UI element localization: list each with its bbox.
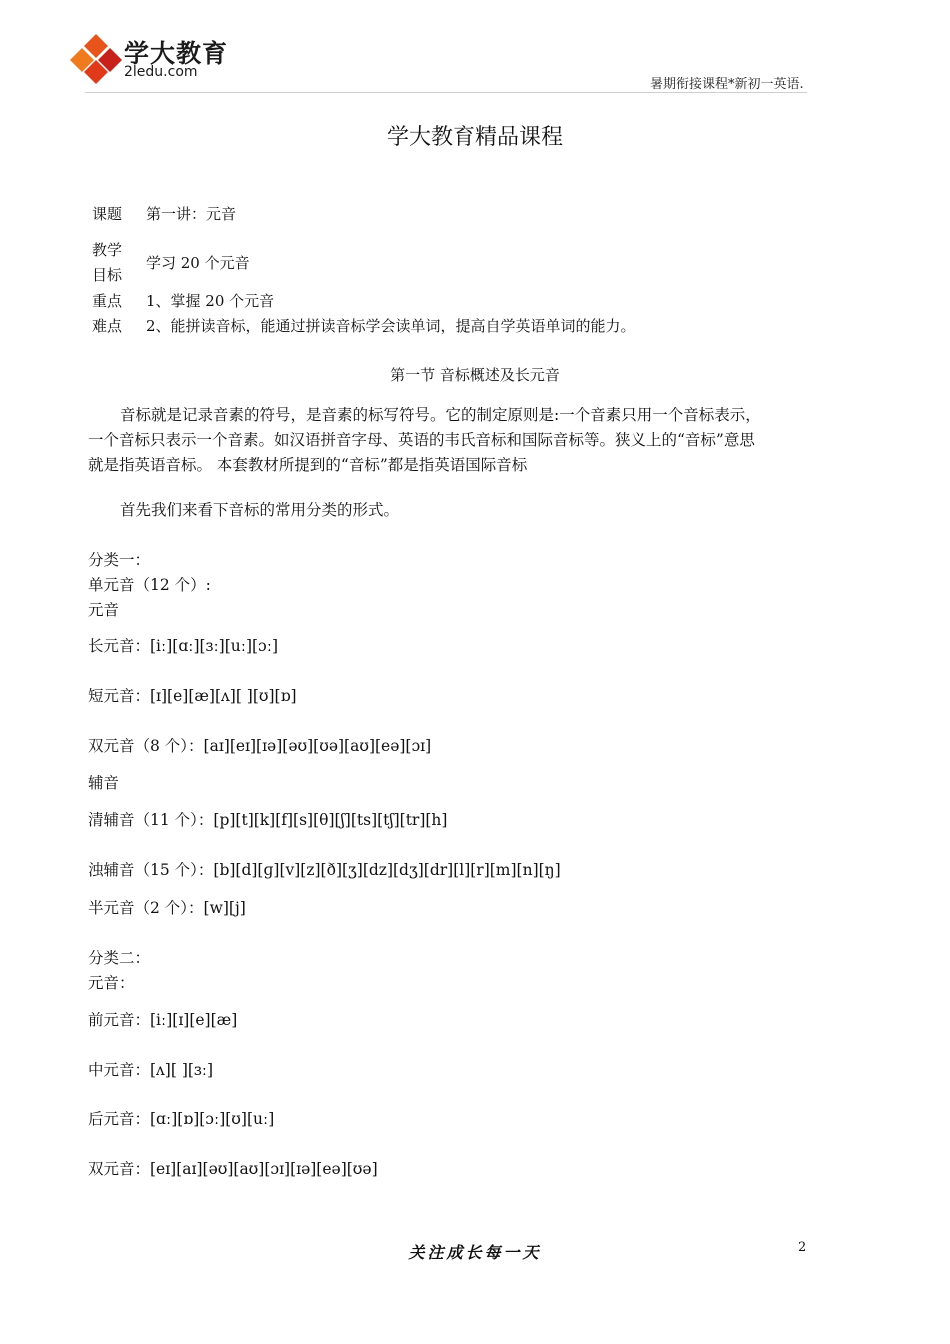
class1-mono-heading: 单元音（12 个）: (88, 576, 211, 594)
paragraph-line-1: 音标就是记录音素的符号，是音素的标写符号。它的制定原则是:一个音素只用一个音标表示， (120, 406, 761, 424)
section-title: 第一节 音标概述及长元音 (390, 366, 560, 384)
difficulty-value: 2、能拼读音标，能通过拼读音标学会读单词，提高自学英语单词的能力。 (146, 317, 636, 335)
class1-heading: 分类一： (88, 551, 151, 569)
key-value: 1、掌握 20 个元音 (146, 292, 275, 310)
page-title: 学大教育精品课程 (386, 125, 563, 150)
goal-label-line1: 教学 (92, 241, 123, 259)
diphthongs-line: 双元音（8 个）：[aɪ][eɪ][ɪə][əʊ][ʊə][aʊ][eə][ɔɪ] (88, 737, 432, 755)
logo-chinese-text: 学大教育 (124, 39, 229, 68)
central-vowels-line: 中元音：[ʌ][ ][ɜː] (88, 1061, 214, 1079)
topic-value: 第一讲：元音 (146, 205, 237, 223)
classification-intro: 首先我们来看下音标的常用分类的形式。 (120, 501, 400, 519)
class1-vowel-heading: 元音 (88, 601, 120, 619)
intro-paragraph (88, 403, 813, 478)
topic-label: 课题 (92, 205, 123, 223)
class2-diphthongs-line: 双元音：[eɪ][aɪ][əʊ][aʊ][ɔɪ][ɪə][eə][ʊə] (88, 1160, 378, 1178)
footer-slogan: 关注成长每一天 (408, 1243, 542, 1262)
logo-domain-text: 2ledu.com (124, 64, 198, 80)
class2-vowel-heading: 元音： (88, 974, 135, 992)
header-divider (85, 92, 807, 93)
goal-label-line2: 目标 (92, 266, 123, 284)
paragraph-line-3: 就是指英语音标。 本套教材所提到的“音标”都是指英语国际音标 (88, 456, 528, 474)
back-vowels-line: 后元音：[ɑː][ɒ][ɔː][ʊ][uː] (88, 1110, 275, 1128)
short-vowels-line: 短元音：[ɪ][e][æ][ʌ][ ][ʊ][ɒ] (88, 687, 297, 705)
semivowels-line: 半元音（2 个）：[w][j] (88, 899, 246, 917)
page-number: 2 (798, 1240, 807, 1255)
logo-mark-icon (70, 32, 122, 84)
front-vowels-line: 前元音：[iː][ɪ][e][æ] (88, 1011, 238, 1029)
class2-heading: 分类二： (88, 949, 151, 967)
long-vowels-line: 长元音：[iː][ɑː][ɜː][uː][ɔː] (88, 637, 279, 655)
consonant-heading: 辅音 (88, 774, 120, 792)
voiced-consonants-line: 浊辅音（15 个）：[b][d][ɡ][v][z][ð][ʒ][dz][dʒ][dr][l][r][m][n][ŋ] (88, 861, 561, 879)
difficulty-label: 难点 (92, 317, 123, 335)
voiceless-consonants-line: 清辅音（11 个）：[p][t][k][f][s][θ][ʃ][ts][tʃ][tr][h] (88, 811, 448, 829)
paragraph-line-2: 一个音标只表示一个音素。如汉语拼音字母、英语的韦氏音标和国际音标等。狭义上的“音标”意思 (88, 431, 755, 449)
logo (70, 32, 232, 84)
goal-value: 学习 20 个元音 (146, 254, 250, 272)
key-label: 重点 (92, 292, 123, 310)
header-course-label: 暑期衔接课程*新初一英语. (650, 77, 804, 92)
